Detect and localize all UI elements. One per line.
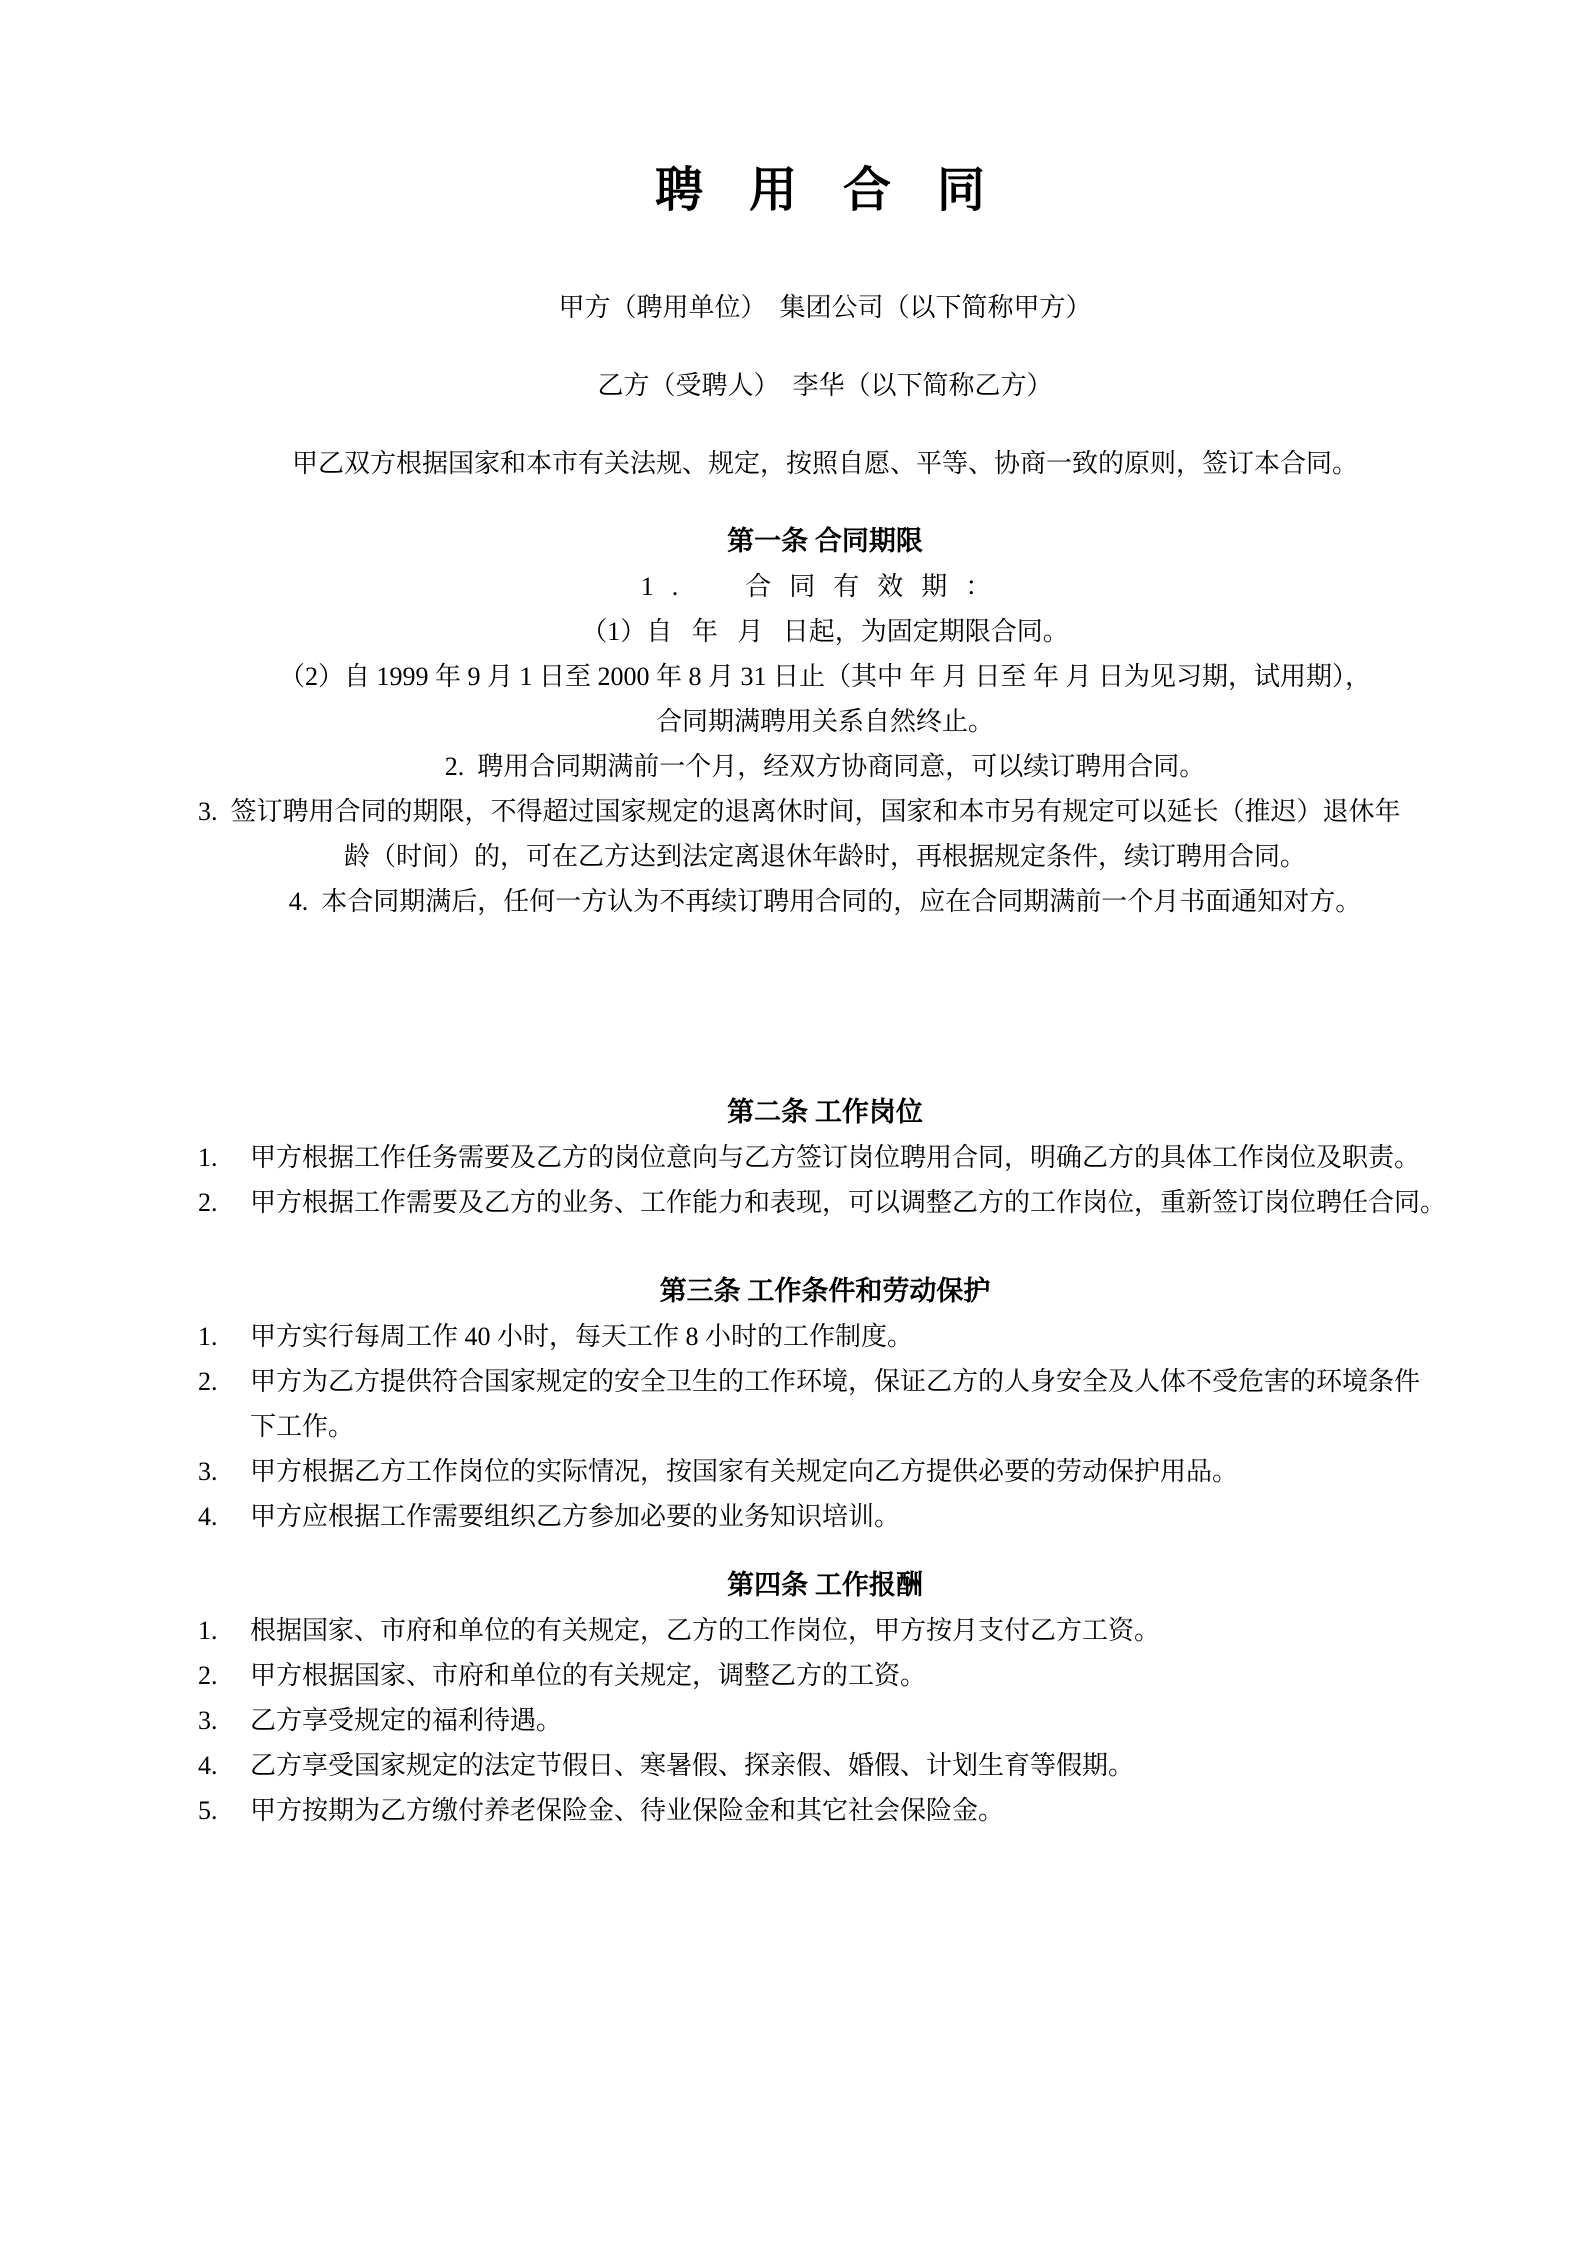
clause-retirement-limit-line-1: 3. 签订聘用合同的期限，不得超过国家规定的退离休时间，国家和本市另有规定可以延长（推迟）退休年 (198, 797, 1401, 826)
list-item (198, 1494, 1452, 1539)
list-item (198, 1135, 1452, 1180)
section-3-heading: 第三条 工作条件和劳动保护 (659, 1276, 991, 1306)
clause-fixed-term: （1）自 年 月 日起，为固定期限合同。 (581, 617, 1069, 646)
document-title: 聘 用 合 同 (654, 164, 995, 217)
clause-expiry-notice: 4. 本合同期满后，任何一方认为不再续订聘用合同的，应在合同期满前一个月书面通知对方。 (288, 887, 1362, 916)
party-b-line: 乙方（受聘人） 李华（以下简称乙方） (597, 371, 1053, 400)
item-number: 1. (198, 1616, 218, 1645)
list-item (198, 1180, 1452, 1225)
item-text: 乙方享受国家规定的法定节假日、寒暑假、探亲假、婚假、计划生育等假期。 (250, 1751, 1135, 1780)
party-a-line: 甲方（聘用单位） 集团公司（以下简称甲方） (558, 293, 1092, 322)
list-item (198, 1698, 1452, 1743)
preamble-paragraph: 甲乙双方根据国家和本市有关法规、规定，按照自愿、平等、协商一致的原则，签订本合同。 (291, 449, 1358, 478)
section-4-heading: 第四条 工作报酬 (727, 1570, 923, 1600)
section-2-heading: 第二条 工作岗位 (727, 1097, 923, 1127)
item-number: 2. (198, 1367, 218, 1396)
clause-retirement-limit (198, 789, 1452, 879)
clause-term-dates (198, 654, 1452, 744)
item-text: 甲方按期为乙方缴付养老保险金、待业保险金和其它社会保险金。 (250, 1796, 1005, 1825)
list-item (198, 1359, 1452, 1449)
item-text: 甲方根据工作任务需要及乙方的岗位意向与乙方签订岗位聘用合同，明确乙方的具体工作岗位及职责。 (250, 1143, 1421, 1172)
list-item (198, 1653, 1452, 1698)
item-number: 2. (198, 1661, 218, 1690)
item-number: 4. (198, 1502, 218, 1531)
list-item (198, 1743, 1452, 1788)
item-text: 乙方享受规定的福利待遇。 (250, 1706, 563, 1735)
list-item (198, 1608, 1452, 1653)
clause-term-dates-line-1: （2）自 1999 年 9 月 1 日至 2000 年 8 月 31 日止（其中 年 月 日至 年 月 日为见习期，试用期）， (278, 662, 1371, 691)
clause-retirement-limit-line-2: 龄（时间）的，可在乙方达到法定离退休年龄时，再根据规定条件，续订聘用合同。 (343, 842, 1306, 871)
item-text: 甲方实行每周工作 40 小时，每天工作 8 小时的工作制度。 (250, 1322, 914, 1351)
item-number: 2. (198, 1188, 218, 1217)
list-item (198, 1788, 1452, 1833)
clause-term-dates-line-2: 合同期满聘用关系自然终止。 (655, 707, 994, 736)
section-1-heading: 第一条 合同期限 (727, 526, 923, 556)
item-number: 1. (198, 1322, 218, 1351)
list-item (198, 1314, 1452, 1359)
clause-contract-validity: 1. 合同有效期： (640, 572, 1010, 601)
item-number: 5. (198, 1796, 218, 1825)
list-item (198, 1449, 1452, 1494)
item-text: 甲方根据乙方工作岗位的实际情况，按国家有关规定向乙方提供必要的劳动保护用品。 (250, 1457, 1239, 1486)
item-text: 甲方为乙方提供符合国家规定的安全卫生的工作环境，保证乙方的人身安全及人体不受危害的环境条件 下工作。 (250, 1367, 1421, 1441)
item-text: 甲方应根据工作需要组织乙方参加必要的业务知识培训。 (250, 1502, 901, 1531)
clause-renewal: 2. 聘用合同期满前一个月，经双方协商同意，可以续订聘用合同。 (444, 752, 1206, 781)
item-number: 4. (198, 1751, 218, 1780)
item-text: 根据国家、市府和单位的有关规定，乙方的工作岗位，甲方按月支付乙方工资。 (250, 1616, 1161, 1645)
item-text: 甲方根据国家、市府和单位的有关规定，调整乙方的工资。 (250, 1661, 927, 1690)
item-text: 甲方根据工作需要及乙方的业务、工作能力和表现，可以调整乙方的工作岗位，重新签订岗位聘任合同。 (250, 1188, 1447, 1217)
item-number: 3. (198, 1706, 218, 1735)
item-number: 1. (198, 1143, 218, 1172)
item-number: 3. (198, 1457, 218, 1486)
